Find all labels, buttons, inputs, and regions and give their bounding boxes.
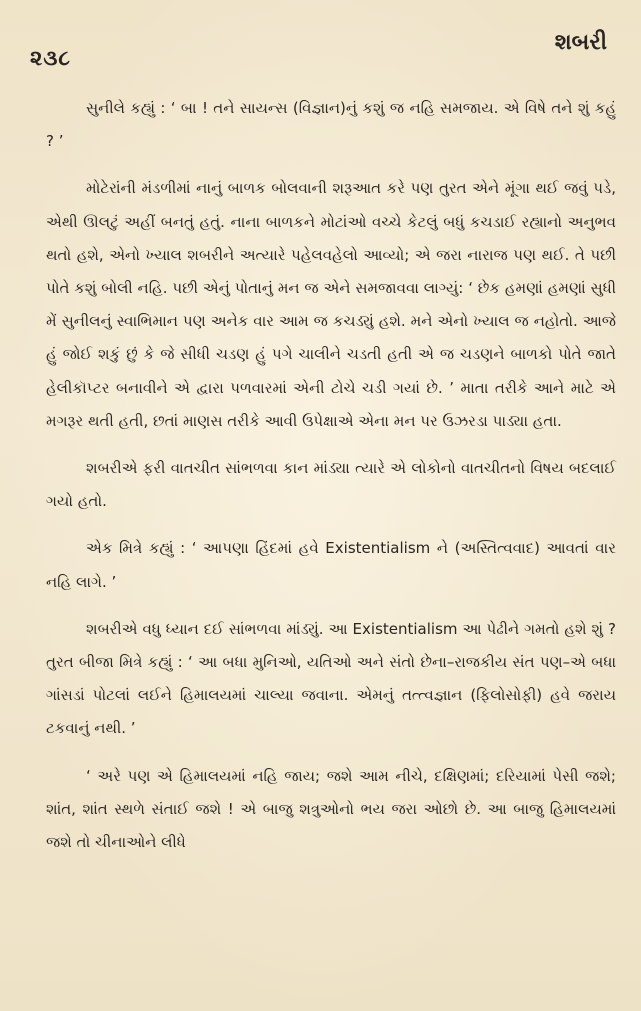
paragraph: એક મિત્રે કહ્યું : ‘ આપણા હિંદમાં હવે Existentialism ને (અસ્તિત્વવાદ) આવતાં વાર નહિ લાગે. ’ (46, 539, 616, 591)
paragraph: મોટેરાંની મંડળીમાં નાનું બાળક બોલવાની શરૂઆત કરે પણ તુરત એને મૂંગા થઈ જવું પડે, એથી ઊલટું અહીં બનતું હતું. નાના બાળકને મોટાંઓ વચ્ચે કેટલું બધું કચડાઈ રહ્યાનો અનુભવ થતો હશે, એનો ખ્યાલ શબરીને અત્યારે પહેલવહેલો આવ્યો; એ જરા નારાજ પણ થઈ. તે પછી પોતે કશું બોલી નહિ. પછી એનું પોતાનું મન જ એને સમજાવવા લાગ્યું: ‘ છેક હમણાં હમણાં સુધી મેં સુનીલનું સ્વાભિમાન પણ અનેક વાર આમ જ કચડ્યું હશે. મને એનો ખ્યાલ જ નહોતો. આજે હું જોઈ શકું છું કે જે સીધી ચડણ હું પગે ચાલીને ચડતી હતી એ જ ચડણને બાળકો પોતે જાતે હેલીકૉપ્ટર બનાવીને એ દ્વારા પળવારમાં એની ટોચે ચડી ગયાં છે. ’ માતા તરીકે આને માટે એ મગરૂર થતી હતી, છતાં માણસ તરીકે આવી ઉપેક્ષાએ એના મન પર ઉઝરડા પાડ્યા હતા. (46, 179, 616, 430)
paragraph: શબરીએ વધુ ધ્યાન દઈ સાંભળવા માંડ્યું. આ Existentialism આ પેઢીને ગમતો હશે શું ? તુરત બીજા મિત્રે કહ્યું : ‘ આ બધા મુનિઓ, યતિઓ અને સંતો છેના–રાજકીય સંત પણ–એ બધા ગાંસડાં પોટલાં લઈને હિમાલયમાં ચાલ્યા જવાના. એમનું તત્ત્વજ્ઞાન (ફિલોસોફી) હવે જરાય ટકવાનું નથી. ’ (46, 619, 616, 738)
page-header (30, 28, 607, 78)
paragraph: સુનીલે કહ્યું : ‘ બા ! તને સાયન્સ (વિજ્ઞાન)નું કશું જ નહિ સમજાય. એ વિષે તને શું કહું ? ’ (46, 99, 616, 151)
running-head: શબરી (554, 30, 607, 55)
paragraph: ‘ અરે પણ એ હિમાલયમાં નહિ જાય; જશે આમ નીચે, દક્ષિણમાં; દરિયામાં પેસી જશે; શાંત, શાંત સ્થળે સંતાઈ જશે ! એ બાજુ શત્રુઓનો ભય જરા ઓછો છે. આ બાજુ હિમાલયમાં જશે તો ચીનાઓને લીધે (46, 766, 616, 852)
page-number: ૨૩૮ (30, 46, 71, 70)
paragraph: શબરીએ ફરી વાતચીત સાંભળવા કાન માંડ્યા ત્યારે એ લોકોનો વાતચીતનો વિષય બદલાઈ ગયો હતો. (46, 459, 616, 511)
body-text (46, 92, 616, 873)
